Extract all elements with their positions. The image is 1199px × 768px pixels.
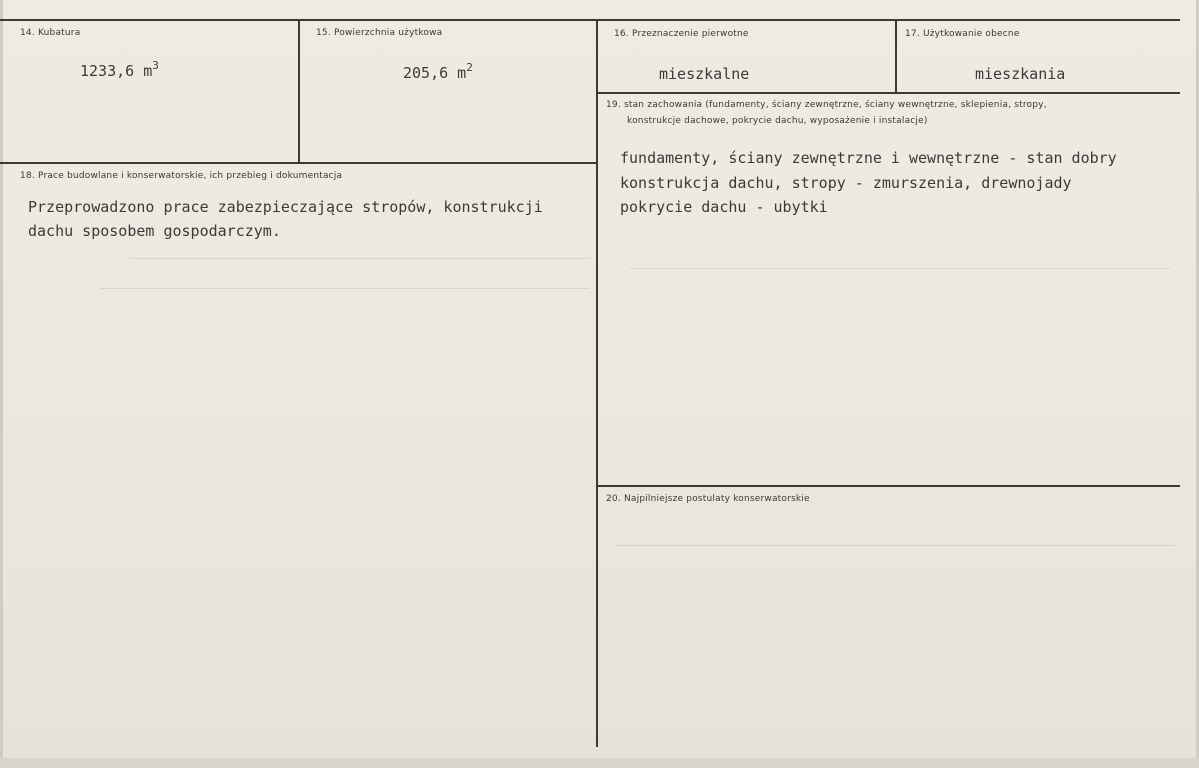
field-19-line-1: fundamenty, ściany zewnętrzne i wewnętrzne - stan dobry <box>620 149 1117 167</box>
field-15-label: 15. Powierzchnia użytkowa <box>316 28 443 38</box>
field-19-line-2: konstrukcja dachu, stropy - zmurszenia, drewnojady <box>620 174 1072 192</box>
divider-14-15 <box>298 19 300 164</box>
rule-above-19 <box>597 92 1180 94</box>
field-19-label-line-1: 19. stan zachowania (fundamenty, ściany zewnętrzne, ściany wewnętrzne, sklepienia, stropy, <box>606 100 1047 110</box>
field-17-value: mieszkania <box>975 65 1066 83</box>
show-through-line <box>130 258 590 259</box>
field-15-exponent: 2 <box>466 61 473 74</box>
field-18-label: 18. Prace budowlane i konserwatorskie, ich przebieg i dokumentacja <box>20 171 343 181</box>
field-14-value <box>80 59 159 80</box>
rule-above-18 <box>0 162 597 164</box>
field-15-value <box>403 61 473 82</box>
show-through-line <box>630 268 1170 269</box>
top-rule <box>0 19 1180 21</box>
field-16-label: 16. Przeznaczenie pierwotne <box>614 29 749 39</box>
field-20-label: 20. Najpilniejsze postulaty konserwatorskie <box>606 494 810 504</box>
center-divider <box>596 19 598 747</box>
show-through-line <box>615 545 1175 546</box>
field-19-line-3: pokrycie dachu - ubytki <box>620 198 828 216</box>
field-19-label-line-2: konstrukcje dachowe, pokrycie dachu, wyposażenie i instalacje) <box>627 116 928 126</box>
field-18-line-2: dachu sposobem gospodarczym. <box>28 222 281 240</box>
card-edge-left <box>0 0 3 768</box>
field-14-exponent: 3 <box>152 59 159 72</box>
divider-16-17 <box>895 19 897 93</box>
field-15-value-text: 205,6 m <box>403 64 467 82</box>
field-14-label: 14. Kubatura <box>20 28 81 38</box>
show-through-line <box>100 288 590 289</box>
card-edge-bottom <box>0 758 1199 768</box>
rule-above-20 <box>597 485 1180 487</box>
field-18-line-1: Przeprowadzono prace zabezpieczające stropów, konstrukcji <box>28 198 543 216</box>
field-17-label: 17. Użytkowanie obecne <box>905 29 1020 39</box>
field-16-value: mieszkalne <box>659 65 750 83</box>
field-14-value-text: 1233,6 m <box>80 62 153 80</box>
